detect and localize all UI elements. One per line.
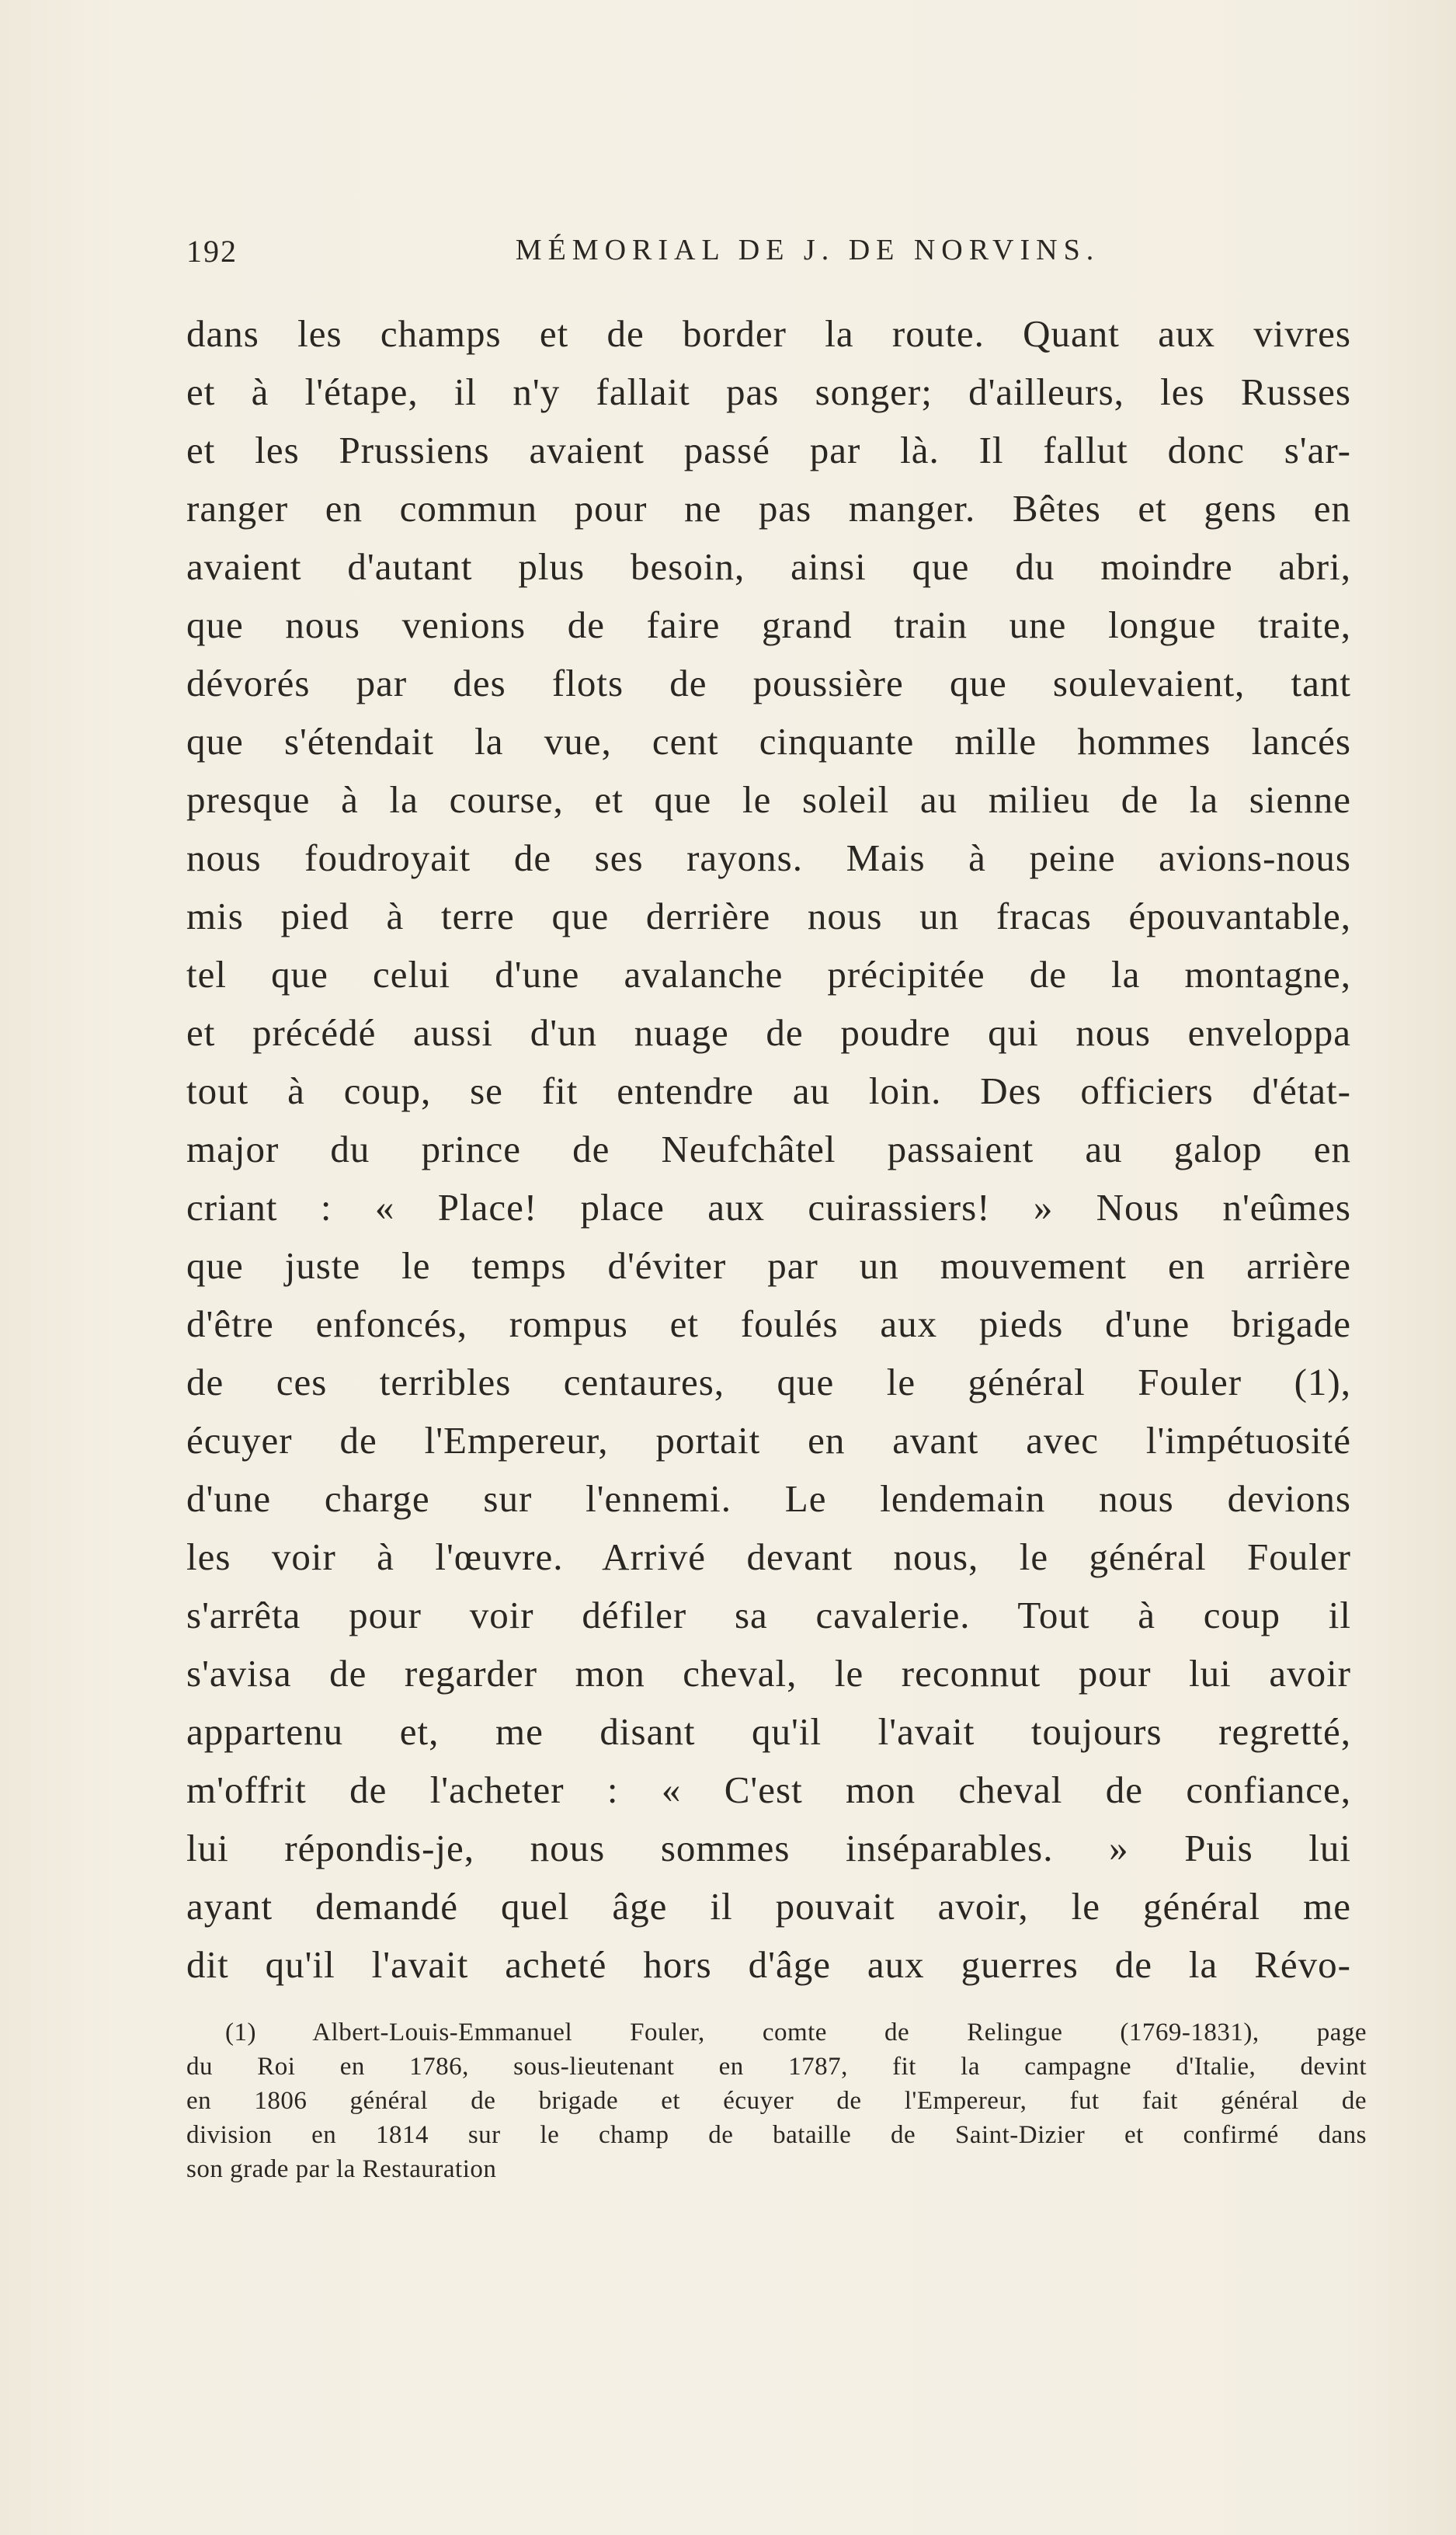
text-line: dans les champs et de border la route. Quant aux vivres <box>186 312 1351 355</box>
text-line: appartenu et, me disant qu'il l'avait toujours regretté, <box>186 1710 1351 1753</box>
text-line: de ces terribles centaures, que le général Fouler (1), <box>186 1361 1351 1403</box>
footnote-line: du Roi en 1786, sous-lieutenant en 1787, fit la campagne d'Italie, devint <box>186 2053 1367 2081</box>
text-line: écuyer de l'Empereur, portait en avant avec l'impétuosité <box>186 1419 1351 1462</box>
text-line: dévorés par des flots de poussière que soulevaient, tant <box>186 662 1351 704</box>
text-line: dit qu'il l'avait acheté hors d'âge aux guerres de la Révo- <box>186 1943 1351 1986</box>
text-line: que juste le temps d'éviter par un mouvement en arrière <box>186 1244 1351 1287</box>
text-line: que nous venions de faire grand train une longue traite, <box>186 603 1351 646</box>
text-line: les voir à l'œuvre. Arrivé devant nous, le général Fouler <box>186 1535 1351 1578</box>
text-line: criant : « Place! place aux cuirassiers! » Nous n'eûmes <box>186 1186 1351 1229</box>
text-line: avaient d'autant plus besoin, ainsi que du moindre abri, <box>186 545 1351 588</box>
text-line: d'une charge sur l'ennemi. Le lendemain nous devions <box>186 1477 1351 1520</box>
text-line: mis pied à terre que derrière nous un fracas épouvantable, <box>186 895 1351 937</box>
text-line: que s'étendait la vue, cent cinquante mille hommes lancés <box>186 720 1351 763</box>
text-line: nous foudroyait de ses rayons. Mais à peine avions-nous <box>186 836 1351 879</box>
running-title: MÉMORIAL DE J. DE NORVINS. <box>515 234 1100 266</box>
text-line: d'être enfoncés, rompus et foulés aux pieds d'une brigade <box>186 1302 1351 1345</box>
text-line: et à l'étape, il n'y fallait pas songer; d'ailleurs, les Russes <box>186 370 1351 413</box>
text-line: ranger en commun pour ne pas manger. Bêtes et gens en <box>186 487 1351 530</box>
footnote-line: (1) Albert-Louis-Emmanuel Fouler, comte de Relingue (1769-1831), page <box>225 2019 1367 2046</box>
text-line: tout à coup, se fit entendre au loin. Des officiers d'état- <box>186 1069 1351 1112</box>
page-header <box>186 233 1351 287</box>
text-line: s'arrêta pour voir défiler sa cavalerie. Tout à coup il <box>186 1594 1351 1636</box>
text-line: ayant demandé quel âge il pouvait avoir, le général me <box>186 1885 1351 1928</box>
text-line: m'offrit de l'acheter : « C'est mon cheval de confiance, <box>186 1768 1351 1811</box>
footnote-line: son grade par la Restauration <box>186 2155 497 2183</box>
text-line: presque à la course, et que le soleil au milieu de la sienne <box>186 778 1351 821</box>
text-line: et précédé aussi d'un nuage de poudre qui nous enveloppa <box>186 1011 1351 1054</box>
text-line: lui répondis-je, nous sommes inséparables. » Puis lui <box>186 1827 1351 1869</box>
footnote <box>186 2015 1367 2186</box>
footnote-line: en 1806 général de brigade et écuyer de l'Empereur, fut fait général de <box>186 2087 1367 2115</box>
text-line: major du prince de Neufchâtel passaient au galop en <box>186 1128 1351 1170</box>
text-line: s'avisa de regarder mon cheval, le reconnut pour lui avoir <box>186 1652 1351 1695</box>
body-text <box>186 304 1351 1994</box>
footnote-line: division en 1814 sur le champ de bataille de Saint-Dizier et confirmé dans <box>186 2121 1367 2149</box>
page-number: 192 <box>186 234 238 269</box>
text-line: tel que celui d'une avalanche précipitée de la montagne, <box>186 953 1351 996</box>
text-line: et les Prussiens avaient passé par là. Il fallut donc s'ar- <box>186 429 1351 471</box>
